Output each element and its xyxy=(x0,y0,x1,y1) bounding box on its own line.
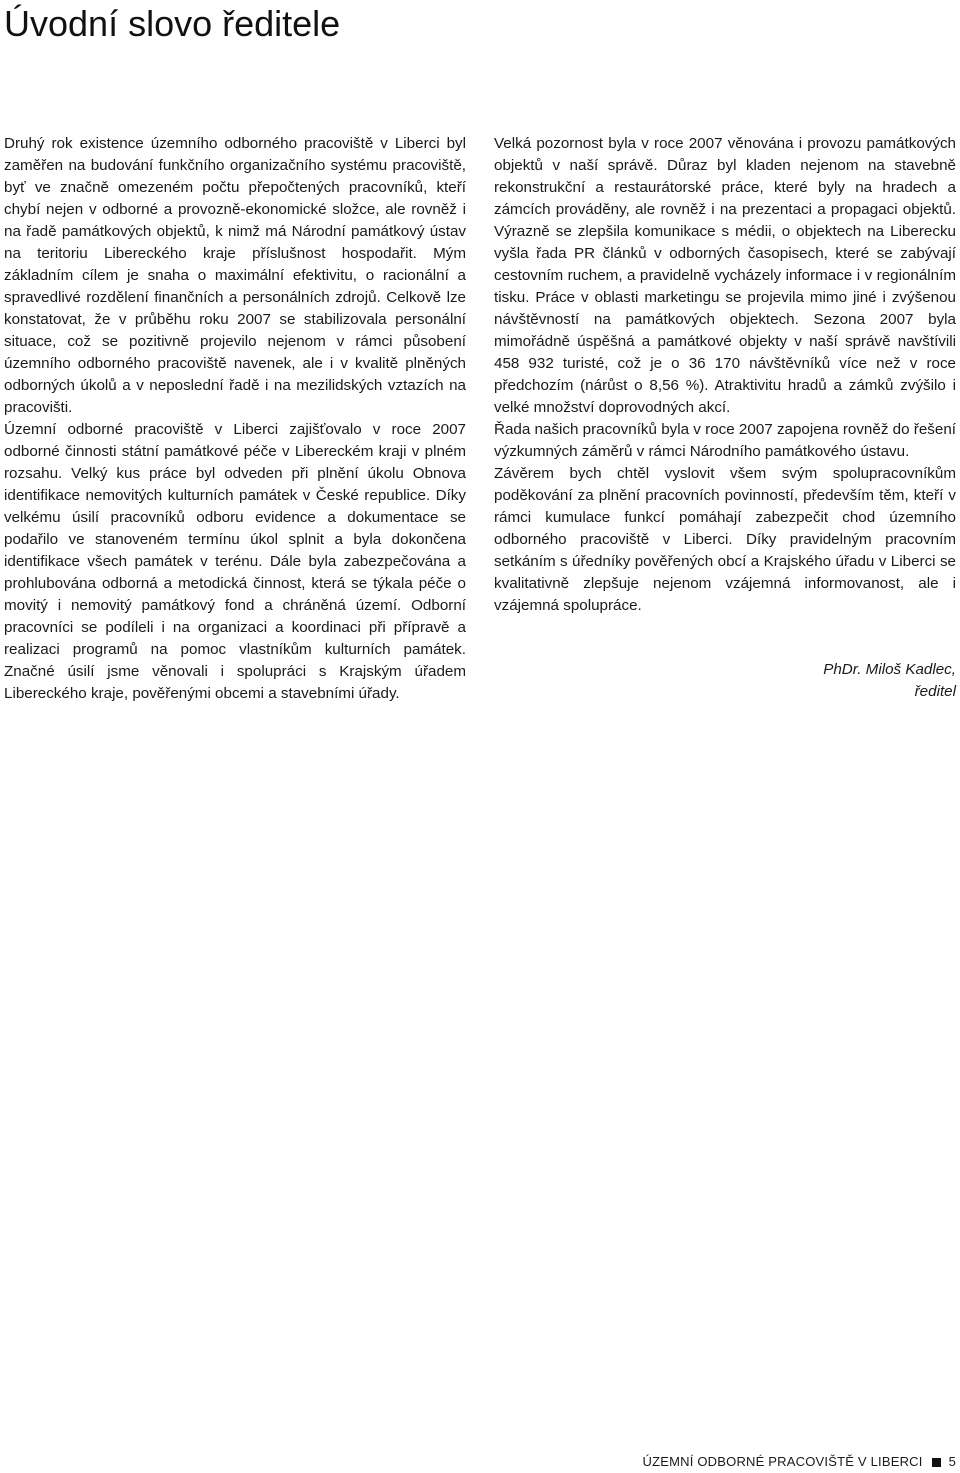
left-paragraph-2: Územní odborné pracoviště v Liberci zajišťovalo v roce 2007 odborné činnosti státní památkové péče v Libereckém kraji v plném rozsahu. Velký kus práce byl odveden při plnění úkolu Obnova identifikace nemovitých kulturních památek v České republice. Díky velkému úsilí pracovníků odboru evidence a dokumentace se podařilo ve stanoveném termínu úkol splnit a byla dokončena identifikace všech památek v terénu. Dále byla zabezpečována a prohlubována odborná a metodická činnost, která se týkala péče o movitý i nemovitý památkový fond a chráněná území. Odborní pracovníci se podíleli i na organizaci a koordinaci při přípravě a realizaci programů na pomoc vlastníkům kulturních památek. Značné úsilí jsme věnovali i spolupráci s Krajským úřadem Libereckého kraje, pověřenými obcemi a stavebními úřady. xyxy=(4,421,466,702)
footer-square-icon xyxy=(932,1458,941,1467)
right-paragraph-1: Velká pozornost byla v roce 2007 věnována i provozu památkových objektů v naší správě. Důraz byl kladen nejenom na stavebně rekonstrukční a restaurátorské práce, které byly na hradech a zámcích prováděny, ale rovněž i na prezentaci a propagaci objektů. Výrazně se zlepšila komunikace s médii, o objektech na Liberecku vyšla řada PR článků v odborných časopisech, které se zabývají cestovním ruchem, a pravidelně vycházely informace i v regionálním tisku. Práce v oblasti marketingu se projevila mimo jiné i zvýšenou návštěvností na památkových objektech. Sezona 2007 byla mimořádně úspěšná a památkové objekty v naší správě navštívili 458 932 turisté, což je o 36 170 návštěvníků více než v roce předchozím (nárůst o 8,56 %). Atraktivitu hradů a zámků zvýšilo i velké množství doprovodných akcí. xyxy=(494,135,956,416)
left-column xyxy=(4,133,466,705)
signature-role: ředitel xyxy=(914,683,956,700)
signature-name: PhDr. Miloš Kadlec, xyxy=(823,661,956,678)
footer-organization: ÚZEMNÍ ODBORNÉ PRACOVIŠTĚ V LIBERCI xyxy=(642,1454,923,1469)
page-title: Úvodní slovo ředitele xyxy=(4,3,341,44)
signature xyxy=(823,659,956,703)
right-paragraph-2: Řada našich pracovníků byla v roce 2007 zapojena rovněž do řešení výzkumných záměrů v rámci Národního památkového ústavu. xyxy=(494,421,956,460)
left-paragraph-1: Druhý rok existence územního odborného pracoviště v Liberci byl zaměřen na budování funkčního organizačního systému pracoviště, byť ve značně omezeném počtu přepočtených pracovníků, kteří chybí nejen v odborné a provozně-ekonomické složce, ale rovněž i na řadě památkových objektů, k nimž má Národní památkový ústav na teritoriu Libereckého kraje příslušnost hospodařit. Mým základním cílem je snaha o maximální efektivitu, o racionální a spravedlivé rozdělení finančních a personálních zdrojů. Celkově lze konstatovat, že v průběhu roku 2007 se stabilizovala personální situace, což se pozitivně projevilo nejenom v rámci působení územního odborného pracoviště navenek, ale i v kvalitě plněných odborných úkolů a v neposlední řadě i na mezilidských vztazích na pracovišti. xyxy=(4,135,466,416)
right-column xyxy=(494,133,956,617)
page-number: 5 xyxy=(948,1454,956,1469)
right-paragraph-3: Závěrem bych chtěl vyslovit všem svým spolupracovníkům poděkování za plnění pracovních povinností, především těm, kteří v rámci kumulace funkcí pomáhají zabezpečit chod územního odborného pracoviště v Liberci. Díky pravidelným pracovním setkáním s úředníky pověřených obcí a Krajského úřadu v Liberci se kvalitativně zlepšuje nejenom vzájemná informovanost, ale i vzájemná spolupráce. xyxy=(494,465,956,614)
page-footer xyxy=(643,1454,956,1470)
